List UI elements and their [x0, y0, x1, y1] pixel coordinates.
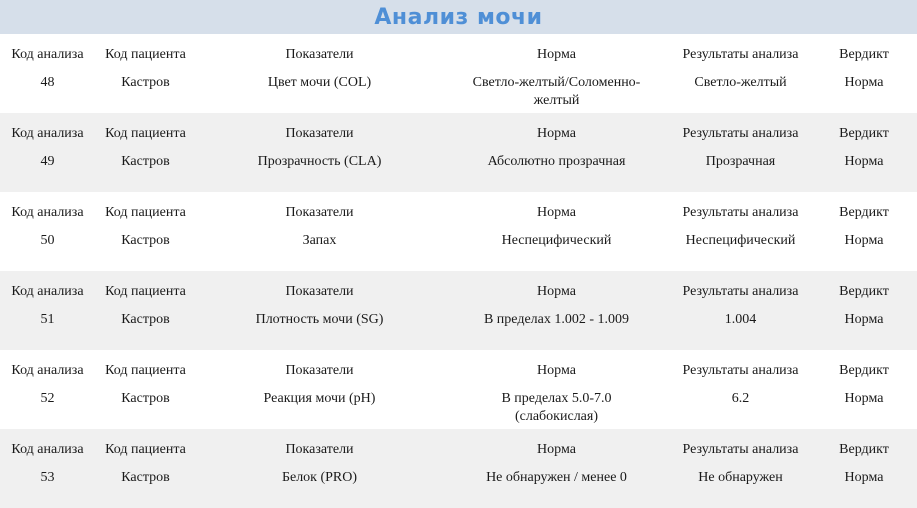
record-row	[0, 113, 917, 192]
record-values-row	[0, 390, 917, 426]
header-indicator: Показатели	[285, 442, 354, 457]
header-analysis-code: Код анализа	[11, 47, 84, 62]
value-patient-code: Кастров	[121, 470, 170, 485]
record-row	[0, 34, 917, 113]
header-verdict: Вердикт	[839, 442, 889, 457]
value-indicator: Прозрачность (CLA)	[257, 154, 382, 169]
value-patient-code: Кастров	[121, 75, 170, 90]
header-verdict: Вердикт	[839, 363, 889, 378]
value-patient-code: Кастров	[121, 312, 170, 327]
record-row	[0, 429, 917, 508]
value-patient-code: Кастров	[121, 391, 170, 406]
page-title: Анализ мочи	[374, 4, 543, 30]
header-indicator: Показатели	[285, 126, 354, 141]
value-norm: Абсолютно прозрачная	[487, 154, 626, 169]
value-result: Светло-желтый	[694, 75, 787, 90]
header-result: Результаты анализа	[682, 284, 799, 299]
header-indicator: Показатели	[285, 284, 354, 299]
value-analysis-code: 53	[40, 470, 55, 485]
header-result: Результаты анализа	[682, 205, 799, 220]
header-analysis-code: Код анализа	[11, 126, 84, 141]
header-patient-code: Код пациента	[105, 442, 186, 457]
value-verdict: Норма	[844, 470, 884, 485]
value-analysis-code: 48	[40, 75, 55, 90]
header-patient-code: Код пациента	[105, 47, 186, 62]
value-result: Прозрачная	[705, 154, 776, 169]
record-header-row	[0, 441, 917, 459]
value-verdict: Норма	[844, 391, 884, 406]
record-row	[0, 192, 917, 271]
value-indicator: Запах	[302, 233, 337, 248]
value-patient-code: Кастров	[121, 233, 170, 248]
record-header-row	[0, 46, 917, 64]
header-patient-code: Код пациента	[105, 284, 186, 299]
header-patient-code: Код пациента	[105, 205, 186, 220]
record-values-row	[0, 153, 917, 171]
record-header-row	[0, 204, 917, 222]
value-result: 6.2	[731, 391, 750, 406]
value-verdict: Норма	[844, 233, 884, 248]
value-verdict: Норма	[844, 312, 884, 327]
header-patient-code: Код пациента	[105, 363, 186, 378]
value-result: Не обнаружен	[698, 470, 783, 485]
value-verdict: Норма	[844, 75, 884, 90]
title-bar	[0, 0, 917, 34]
header-norm: Норма	[537, 284, 576, 299]
value-norm: Светло-желтый/Соломенно-желтый	[472, 75, 641, 108]
header-analysis-code: Код анализа	[11, 442, 84, 457]
header-verdict: Вердикт	[839, 205, 889, 220]
value-verdict: Норма	[844, 154, 884, 169]
record-values-row	[0, 311, 917, 329]
value-analysis-code: 52	[40, 391, 55, 406]
record-values-row	[0, 74, 917, 110]
header-norm: Норма	[537, 47, 576, 62]
record-header-row	[0, 362, 917, 380]
record-values-row	[0, 469, 917, 487]
value-indicator: Плотность мочи (SG)	[255, 312, 384, 327]
value-norm: В пределах 1.002 - 1.009	[483, 312, 630, 327]
record-row	[0, 271, 917, 350]
record-values-row	[0, 232, 917, 250]
value-norm: В пределах 5.0-7.0 (слабокислая)	[501, 391, 612, 424]
value-indicator: Белок (PRO)	[281, 470, 358, 485]
record-header-row	[0, 125, 917, 143]
header-result: Результаты анализа	[682, 363, 799, 378]
header-analysis-code: Код анализа	[11, 284, 84, 299]
header-result: Результаты анализа	[682, 126, 799, 141]
header-indicator: Показатели	[285, 205, 354, 220]
header-indicator: Показатели	[285, 363, 354, 378]
header-norm: Норма	[537, 126, 576, 141]
value-norm: Не обнаружен / менее 0	[486, 470, 627, 485]
header-verdict: Вердикт	[839, 126, 889, 141]
header-norm: Норма	[537, 363, 576, 378]
header-analysis-code: Код анализа	[11, 205, 84, 220]
value-indicator: Цвет мочи (COL)	[267, 75, 372, 90]
value-analysis-code: 51	[40, 312, 55, 327]
value-patient-code: Кастров	[121, 154, 170, 169]
value-analysis-code: 50	[40, 233, 55, 248]
value-result: 1.004	[724, 312, 757, 327]
value-indicator: Реакция мочи (pH)	[263, 391, 376, 406]
value-norm: Неспецифический	[501, 233, 612, 248]
record-row	[0, 350, 917, 429]
header-result: Результаты анализа	[682, 47, 799, 62]
value-result: Неспецифический	[685, 233, 796, 248]
header-indicator: Показатели	[285, 47, 354, 62]
header-verdict: Вердикт	[839, 284, 889, 299]
header-norm: Норма	[537, 442, 576, 457]
header-analysis-code: Код анализа	[11, 363, 84, 378]
header-patient-code: Код пациента	[105, 126, 186, 141]
header-result: Результаты анализа	[682, 442, 799, 457]
records-list	[0, 34, 917, 508]
record-header-row	[0, 283, 917, 301]
header-verdict: Вердикт	[839, 47, 889, 62]
header-norm: Норма	[537, 205, 576, 220]
value-analysis-code: 49	[40, 154, 55, 169]
